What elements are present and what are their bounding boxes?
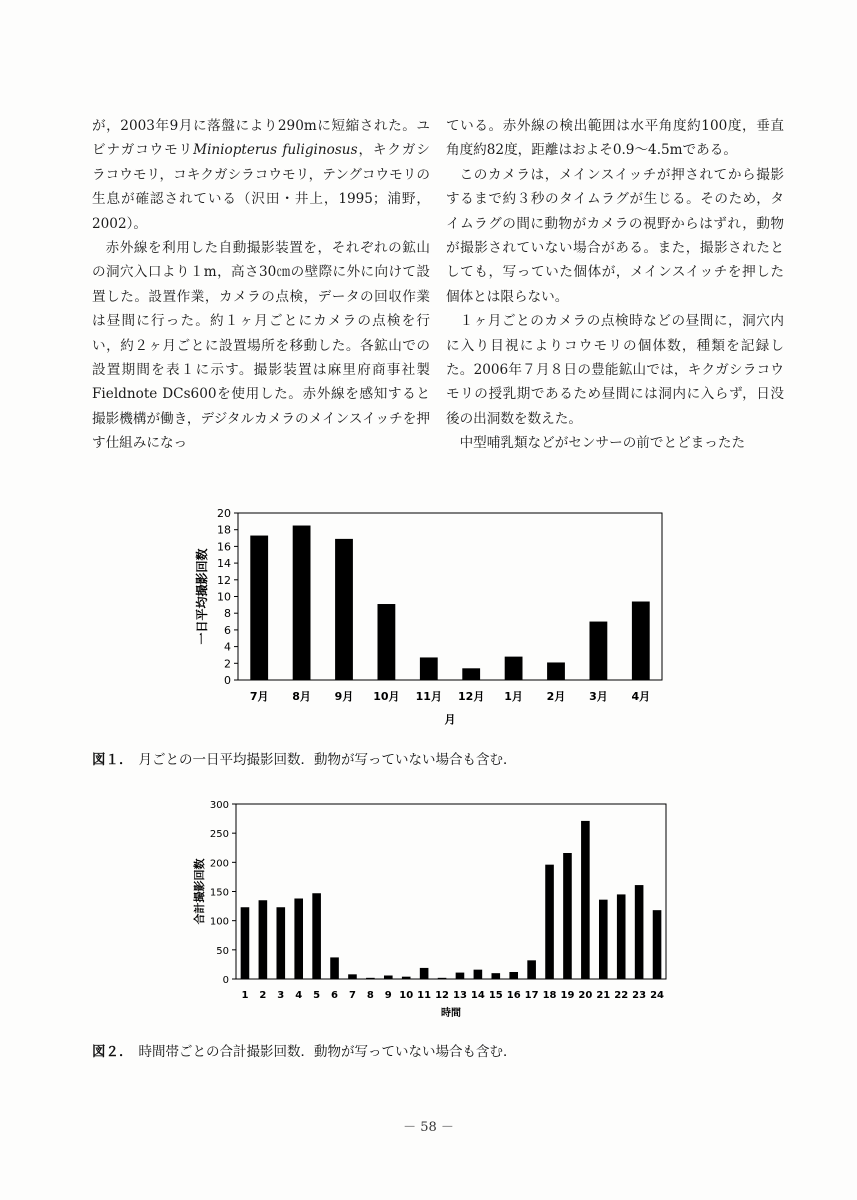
bar bbox=[348, 974, 357, 979]
bar bbox=[377, 604, 395, 680]
x-tick-label: 5 bbox=[313, 990, 321, 1001]
y-tick-label: 12 bbox=[217, 573, 231, 587]
bar bbox=[617, 894, 626, 979]
x-tick-label: 4 bbox=[295, 990, 303, 1001]
y-tick-label: 100 bbox=[209, 916, 229, 928]
bar bbox=[259, 900, 268, 979]
y-axis-label: 合計撮影回数 bbox=[193, 858, 206, 925]
y-tick-label: 250 bbox=[209, 829, 229, 841]
x-tick-label: 2 bbox=[259, 990, 267, 1001]
y-tick-label: 2 bbox=[224, 657, 231, 671]
bar bbox=[250, 536, 268, 680]
figure-2-caption: 図２． 時間帯ごとの合計撮影回数．動物が写っていない場合も含む． bbox=[92, 1044, 517, 1060]
bar bbox=[527, 960, 536, 979]
x-tick-label: 2月 bbox=[546, 690, 566, 703]
figure-1-caption: 図１． 月ごとの一日平均撮影回数．動物が写っていない場合も含む． bbox=[92, 752, 517, 768]
left-paragraph-1: が，2003年9月に落盤により290mに短縮された。ユビナガコウモリMiniopterus fuliginosus，キクガシラコウモリ，コキクガシラコウモリ，テングコウモリの生息が確認されている（沢田・井上，1995；浦野，2002）。 bbox=[92, 118, 430, 232]
y-tick-label: 18 bbox=[217, 523, 231, 537]
y-tick-label: 6 bbox=[224, 623, 231, 637]
x-tick-label: 19 bbox=[560, 990, 575, 1001]
bar bbox=[545, 865, 554, 979]
x-tick-label: 21 bbox=[596, 990, 611, 1001]
x-tick-label: 12月 bbox=[458, 690, 485, 703]
right-paragraph-3: １ヶ月ごとのカメラの点検時などの昼間に，洞穴内に入り目視によりコウモリの個体数，種類を記録した。2006年７月８日の豊能鉱山では，キクガシラコウモリの授乳期であるため昼間には洞内に入らず，日没後の出洞数を数えた。 bbox=[446, 313, 784, 427]
x-tick-label: 10 bbox=[399, 990, 414, 1001]
bar bbox=[330, 957, 339, 979]
y-tick-label: 20 bbox=[217, 507, 231, 520]
y-tick-label: 16 bbox=[217, 540, 231, 554]
x-tick-label: 9 bbox=[384, 990, 392, 1001]
x-tick-label: 7月 bbox=[249, 690, 269, 703]
x-tick-label: 8月 bbox=[292, 690, 311, 703]
x-tick-label: 14 bbox=[470, 990, 485, 1001]
y-tick-label: 0 bbox=[222, 975, 229, 986]
bar bbox=[505, 657, 523, 680]
bar bbox=[402, 977, 411, 979]
y-axis-label: 一日平均撮影回数 bbox=[195, 548, 209, 645]
y-tick-label: 14 bbox=[217, 557, 231, 571]
bar bbox=[276, 907, 285, 979]
bar bbox=[420, 657, 438, 680]
x-tick-label: 4月 bbox=[631, 690, 651, 703]
x-tick-label: 8 bbox=[366, 990, 374, 1001]
y-tick-label: 300 bbox=[209, 800, 229, 811]
right-column bbox=[446, 114, 784, 456]
x-tick-label: 11 bbox=[417, 990, 432, 1001]
bar bbox=[420, 968, 429, 979]
x-tick-label: 20 bbox=[578, 990, 593, 1001]
x-tick-label: 13 bbox=[452, 990, 467, 1001]
bar bbox=[456, 973, 465, 979]
x-tick-label: 15 bbox=[488, 990, 503, 1001]
bar bbox=[366, 978, 375, 979]
y-tick-label: 50 bbox=[216, 945, 229, 957]
y-tick-label: 8 bbox=[224, 607, 231, 621]
x-tick-label: 7 bbox=[348, 990, 356, 1001]
page-number: － 58 － bbox=[403, 1120, 454, 1135]
bar bbox=[462, 668, 480, 680]
x-axis-label: 月 bbox=[444, 713, 456, 726]
bar bbox=[491, 973, 500, 979]
left-column bbox=[92, 114, 430, 456]
x-tick-label: 11月 bbox=[415, 690, 442, 703]
bar bbox=[599, 900, 608, 979]
y-tick-label: 150 bbox=[209, 887, 229, 899]
bar bbox=[632, 602, 650, 680]
bar bbox=[438, 978, 447, 979]
bar bbox=[474, 970, 483, 979]
x-tick-label: 24 bbox=[650, 990, 665, 1001]
x-tick-label: 23 bbox=[632, 990, 647, 1001]
bar bbox=[589, 622, 607, 680]
bar bbox=[547, 662, 565, 680]
x-tick-label: 3月 bbox=[589, 690, 608, 703]
x-tick-label: 3 bbox=[277, 990, 285, 1001]
right-paragraph-2: このカメラは，メインスイッチが押されてから撮影するまで約３秒のタイムラグが生じる。そのため，タイムラグの間に動物がカメラの視野からはずれ，動物が撮影されていない場合がある。また，撮影されたとしても，写っていた個体が，メインスイッチを押した個体とは限らない。 bbox=[446, 166, 784, 305]
x-tick-label: 6 bbox=[331, 990, 339, 1001]
figure-1-label: 図１． bbox=[92, 752, 133, 768]
y-tick-label: 10 bbox=[217, 590, 231, 604]
right-paragraph-4: 中型哺乳類などがセンサーの前でとどまったた bbox=[459, 435, 746, 452]
x-tick-label: 18 bbox=[542, 990, 557, 1001]
x-tick-label: 10月 bbox=[373, 690, 400, 703]
y-tick-label: 4 bbox=[224, 640, 231, 654]
bar bbox=[509, 972, 518, 979]
plot-area-frame bbox=[238, 513, 662, 680]
plot-area-frame bbox=[236, 804, 666, 979]
x-tick-label: 17 bbox=[524, 990, 539, 1001]
bar bbox=[563, 853, 572, 979]
x-tick-label: 1月 bbox=[504, 690, 523, 703]
species-name: Miniopterus fuliginosus bbox=[193, 142, 358, 159]
bar bbox=[294, 899, 303, 980]
left-paragraph-2: 赤外線を利用した自動撮影装置を，それぞれの鉱山の洞穴入口より１m，高さ30㎝の壁際に外に向けて設置した。設置作業，カメラの点検，データの回収作業は昼間に行った。約１ヶ月ごとにカメラの点検を行い，約２ヶ月ごとに設置場所を移動した。各鉱山での設置期間を表１に示す。撮影装置は麻里府商事社製 Fieldnote DCs600を使用した。赤外線を感知すると撮影機構が働き，デジタルカメラのメインスイッチを押す仕組みになっ bbox=[92, 240, 430, 452]
bar bbox=[384, 976, 393, 980]
figure-2-label: 図２． bbox=[92, 1044, 133, 1060]
x-axis-label: 時間 bbox=[441, 1008, 461, 1019]
bar bbox=[653, 910, 662, 979]
x-tick-label: 12 bbox=[435, 990, 450, 1001]
bar bbox=[335, 539, 353, 680]
x-tick-label: 16 bbox=[506, 990, 521, 1001]
y-tick-label: 200 bbox=[209, 858, 229, 870]
right-paragraph-1: ている。赤外線の検出範囲は水平角度約100度，垂直角度約82度，距離はおよそ0.9〜4.5mである。 bbox=[446, 118, 784, 159]
bar bbox=[312, 893, 321, 979]
x-tick-label: 22 bbox=[614, 990, 629, 1001]
x-tick-label: 1 bbox=[241, 990, 249, 1001]
bar bbox=[581, 821, 590, 979]
bar bbox=[635, 885, 644, 979]
bar bbox=[293, 526, 311, 680]
x-tick-label: 9月 bbox=[334, 690, 354, 703]
y-tick-label: 0 bbox=[224, 674, 231, 687]
bar bbox=[241, 907, 250, 979]
